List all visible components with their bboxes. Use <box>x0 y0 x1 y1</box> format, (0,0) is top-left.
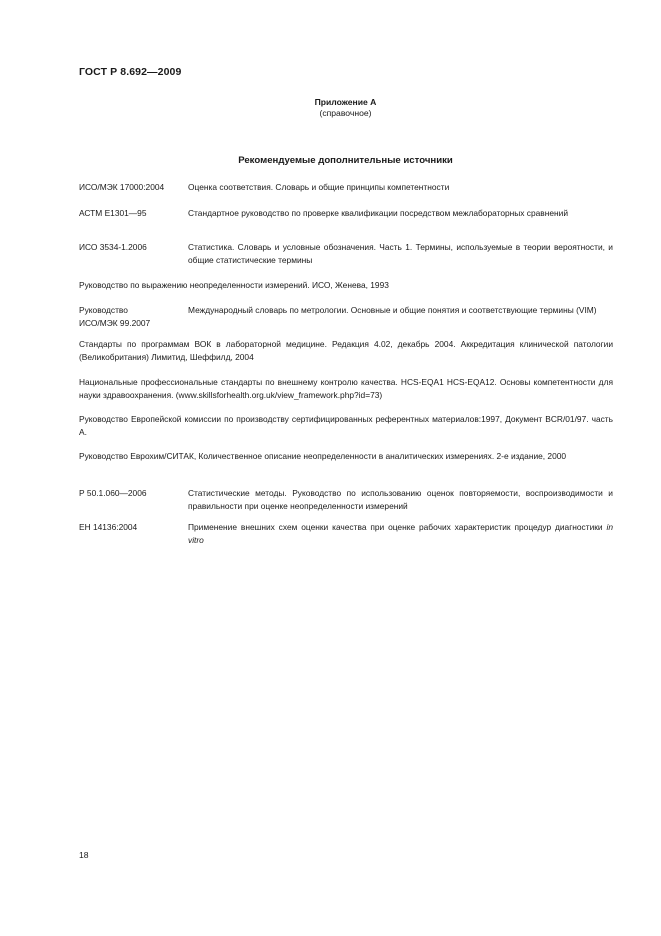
reference-code: Руководство ИСО/МЭК 99.2007 <box>79 305 151 329</box>
reference-entry <box>79 487 613 513</box>
reference-description: Оценка соответствия. Словарь и общие принципы компетентности <box>188 182 450 192</box>
section-title: Рекомендуемые дополнительные источники <box>238 155 453 166</box>
appendix-subtitle: (справочное) <box>319 108 372 118</box>
reference-code: АСТМ Е1301—95 <box>79 208 147 218</box>
reference-entry <box>79 207 613 220</box>
reference-description: Статистика. Словарь и условные обозначения. Часть 1. Термины, используемые в теории вероятности, и общие статистические термины <box>188 242 613 266</box>
reference-code: ЕН 14136:2004 <box>79 522 138 532</box>
reference-description: Руководство Европейской комиссии по производству сертифицированных референтных материалов:1997, Документ BCR/01/97. часть А. <box>79 414 613 438</box>
appendix-title: Приложение А <box>314 97 377 107</box>
reference-description-italic: in vitro <box>188 522 614 546</box>
reference-description: Международный словарь по метрологии. Основные и общие понятия и соответствующие термины (VIM) <box>188 305 597 315</box>
reference-description: Национальные профессиональные стандарты по внешнему контролю качества. HCS-EQA1 HCS-EQA12. Основы компетентности для науки здравоохранения. (www.skillsforhealth.org.uk/view_framework.php?id=73) <box>79 377 613 401</box>
reference-entry <box>79 241 613 267</box>
reference-entry <box>79 181 613 194</box>
reference-description: Стандарты по программам ВОК в лабораторной медицине. Редакция 4.02, декабрь 2004. Аккредитация клинической патологии (Великобритания) Лимитид, Шеффилд, 2004 <box>79 339 613 363</box>
reference-description: Руководство Еврохим/СИТАК, Количественное описание неопределенности в аналитических измерениях. 2-е издание, 2000 <box>79 451 567 461</box>
reference-entry <box>79 338 613 364</box>
reference-code: ИСО/МЭК 17000:2004 <box>79 182 165 192</box>
reference-entry <box>79 376 613 402</box>
appendix-heading <box>0 97 661 119</box>
reference-entry <box>79 450 613 463</box>
reference-entry <box>79 304 613 329</box>
document-header-standard: ГОСТ Р 8.692—2009 <box>79 66 182 78</box>
reference-code: Р 50.1.060—2006 <box>79 488 147 498</box>
page-number: 18 <box>79 850 89 860</box>
reference-description: Статистические методы. Руководство по использованию оценок повторяемости, воспроизводимости и правильности при оценке неопределенности измерений <box>188 488 613 512</box>
reference-entry <box>79 521 613 547</box>
reference-entry <box>79 279 613 292</box>
reference-description: Руководство по выражению неопределенности измерений. ИСО, Женева, 1993 <box>79 280 389 290</box>
reference-entry <box>79 413 613 439</box>
reference-description <box>188 521 613 547</box>
reference-description: Стандартное руководство по проверке квалификации посредством межлабораторных сравнений <box>188 208 569 218</box>
reference-description-text: Применение внешних схем оценки качества при оценке рабочих характеристик процедур диагностики <box>188 522 603 532</box>
reference-code: ИСО 3534-1.2006 <box>79 242 147 252</box>
